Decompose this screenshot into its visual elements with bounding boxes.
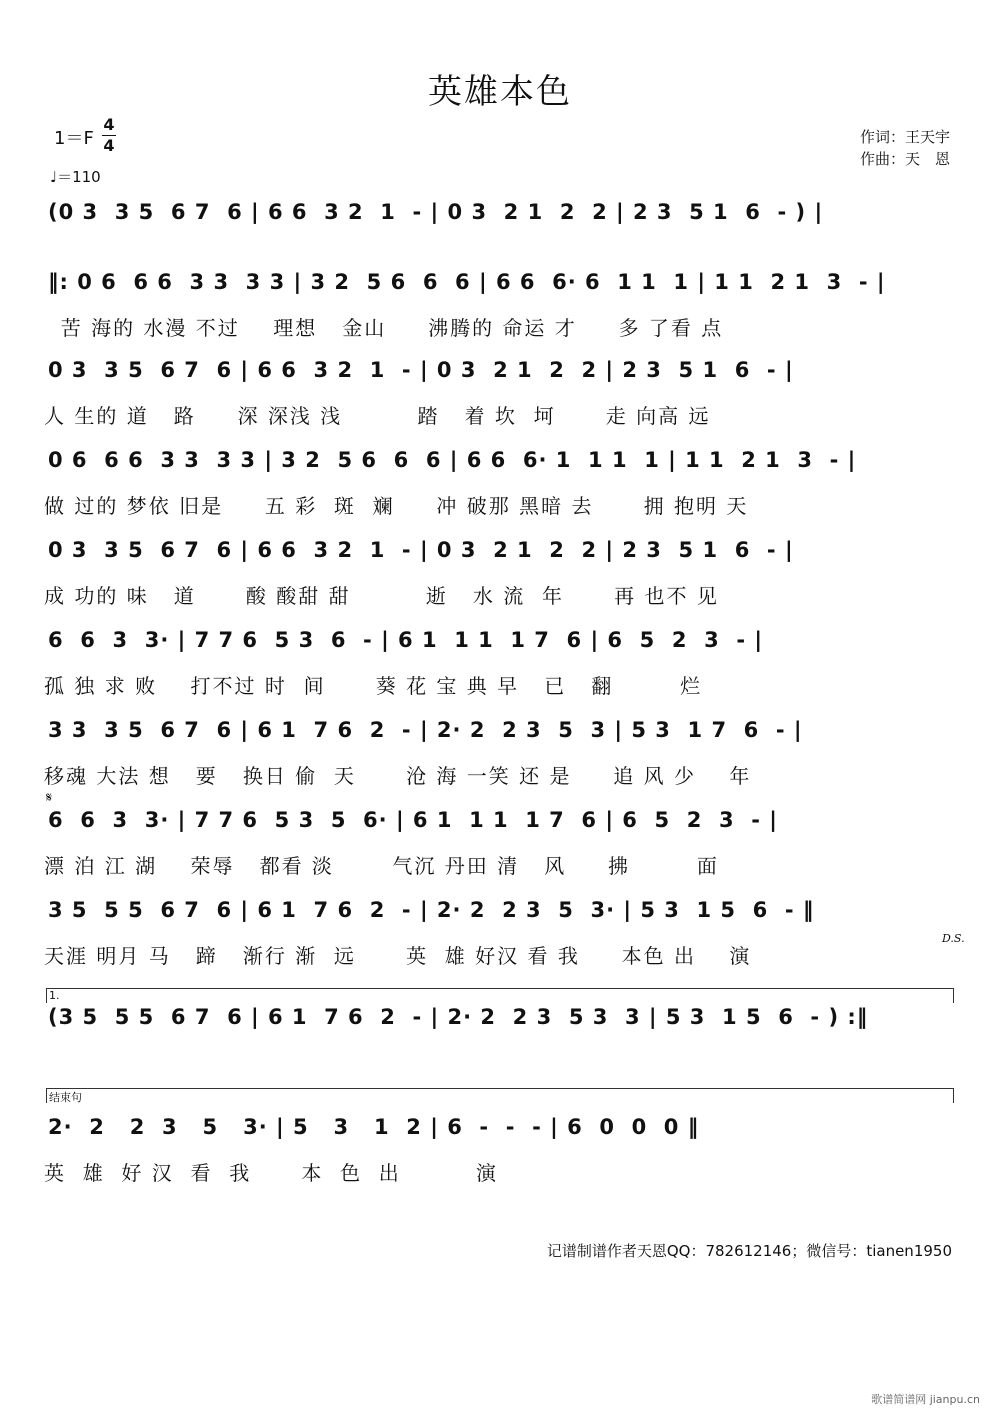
time-signature [102, 116, 116, 155]
lyricist-credit: 作词：王天宇 [859, 128, 950, 146]
notation-line: (0 3 3 5 6 7 6 | 6 6 3 2 1 - | 0 3 2 1 2 2 | 2 3 5 1 6 - ) | [48, 200, 824, 224]
lyric-line: 移魂 大法 想 要 换日 偷 天 沧 海 一笑 还 是 追 风 少 年 [44, 764, 752, 788]
credits [860, 126, 950, 170]
tempo-marking: ♩＝110 [50, 168, 101, 186]
first-ending-bracket [46, 988, 954, 1003]
footer-credit: 记谱制谱作者天恩QQ：782612146；微信号：tianen1950 [546, 1242, 952, 1260]
time-signature-bottom: 4 [103, 136, 115, 155]
lyric-line: 人 生的 道 路 深 深浅 浅 踏 着 坎 坷 走 向高 远 [44, 404, 711, 428]
composer-credit: 作曲：天 恩 [859, 150, 950, 168]
notation-line: 6 6 3 3· | 7 7 6 5 3 5 6· | 6 1 1 1 1 7 6 | 6 5 2 3 - | [48, 808, 778, 832]
notation-line: 0 3 3 5 6 7 6 | 6 6 3 2 1 - | 0 3 2 1 2 2 | 2 3 5 1 6 - | [48, 538, 794, 562]
watermark: 歌谱简谱网 jianpu.cn [871, 1393, 980, 1406]
notation-line: 0 3 3 5 6 7 6 | 6 6 3 2 1 - | 0 3 2 1 2 2 | 2 3 5 1 6 - | [48, 358, 794, 382]
notation-line: ‖: 0 6 6 6 3 3 3 3 | 3 2 5 6 6 6 | 6 6 6· 6 1 1 1 | 1 1 2 1 3 - | [48, 270, 886, 294]
notation-line: 3 3 3 5 6 7 6 | 6 1 7 6 2 - | 2· 2 2 3 5 3 | 5 3 1 7 6 - | [48, 718, 803, 742]
lyric-line: 做 过的 梦依 旧是 五 彩 斑 斓 冲 破那 黑暗 去 拥 抱明 天 [44, 494, 749, 518]
notation-line: 3 5 5 5 6 7 6 | 6 1 7 6 2 - | 2· 2 2 3 5 3· | 5 3 1 5 6 - ‖ [48, 898, 815, 922]
lyric-line: 苦 海的 水漫 不过 理想 金山 沸腾的 命运 才 多 了看 点 [44, 316, 724, 340]
lyric-line: 英 雄 好 汉 看 我 本 色 出 演 [44, 1161, 499, 1185]
ending-bracket [46, 1088, 954, 1103]
lyric-line: 天涯 明月 马 蹄 渐行 渐 远 英 雄 好汉 看 我 本色 出 演 [44, 944, 752, 968]
segno-sign: 𝄋 [46, 790, 53, 806]
lyric-line: 成 功的 味 道 酸 酸甜 甜 逝 水 流 年 再 也不 见 [44, 584, 719, 608]
volta-label: 1. [49, 989, 60, 1002]
lyric-line: 孤 独 求 败 打不过 时 间 葵 花 宝 典 早 已 翻 烂 [44, 674, 703, 698]
ending-label: 结束句 [49, 1091, 82, 1104]
page-title: 英雄本色 [428, 72, 572, 112]
ds-marking: D.S. [942, 932, 965, 945]
lyric-line: 漂 泊 江 湖 荣辱 都看 淡 气沉 丹田 清 风 拂 面 [44, 854, 719, 878]
notation-line: 6 6 3 3· | 7 7 6 5 3 6 - | 6 1 1 1 1 7 6 | 6 5 2 3 - | [48, 628, 764, 652]
notation-line: (3 5 5 5 6 7 6 | 6 1 7 6 2 - | 2· 2 2 3 5 3 3 | 5 3 1 5 6 - ) :‖ [48, 1005, 869, 1029]
notation-line: 0 6 6 6 3 3 3 3 | 3 2 5 6 6 6 | 6 6 6· 1 1 1 1 | 1 1 2 1 3 - | [48, 448, 857, 472]
time-signature-top: 4 [103, 115, 115, 134]
key-signature: 1＝F [54, 128, 94, 149]
notation-line: 2· 2 2 3 5 3· | 5 3 1 2 | 6 - - - | 6 0 0 0 ‖ [48, 1115, 700, 1139]
